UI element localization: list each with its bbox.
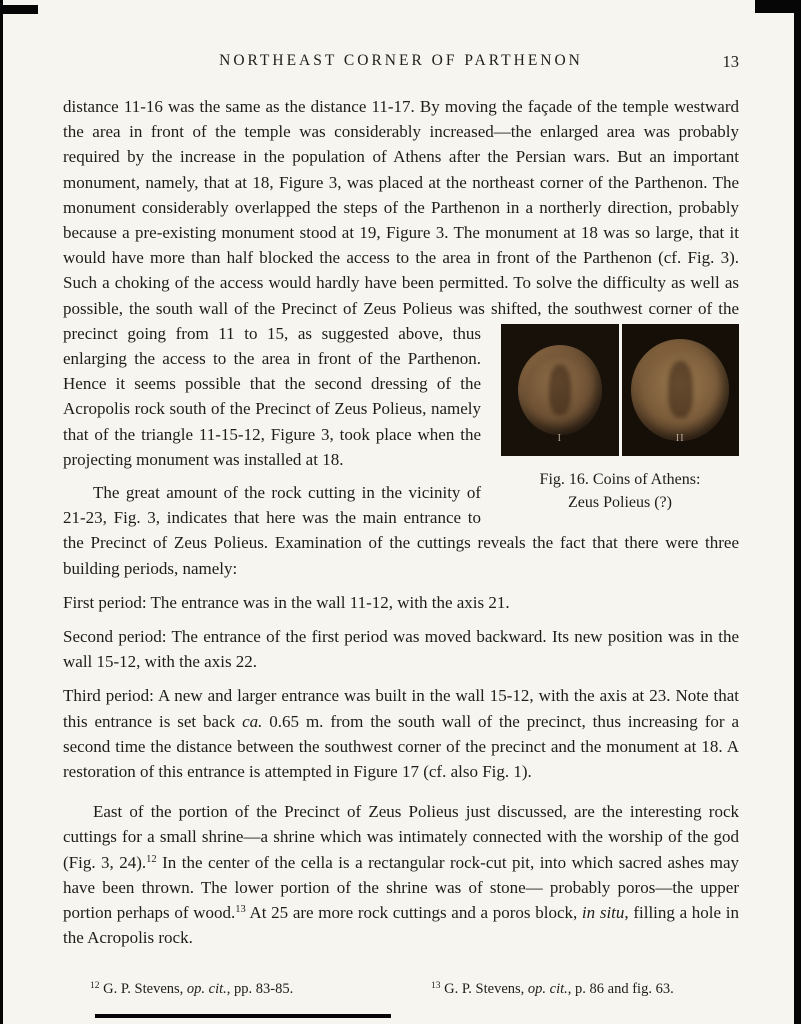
page-content <box>63 52 739 999</box>
figure-caption-line2: Zeus Polieus (?) <box>568 493 672 511</box>
paragraph-second-period: Second period: The entrance of the first period was moved backward. Its new position was in the wall 15-12, with the axis 22. <box>63 627 739 672</box>
footnote-12-italic: op. cit. <box>186 980 227 997</box>
coin-label-left: I <box>557 432 562 444</box>
scan-mark-top-right <box>755 0 801 13</box>
third-period-italic-ca: ca. <box>242 711 263 731</box>
footnote-reference-12: 12 <box>146 853 157 865</box>
paragraph-first-period: First period: The entrance was in the wall 11-12, with the axis 21. <box>63 592 510 612</box>
footnote-12-text-2: , pp. 83-85. <box>226 980 294 997</box>
coin-photos <box>501 324 739 456</box>
footnote-12-text-1: G. P. Stevens, <box>99 980 187 997</box>
paragraph-4 <box>63 799 739 950</box>
footnote-12 <box>63 979 431 999</box>
coin-photo-left <box>501 324 619 456</box>
paragraph-4-text-1: East of the portion of the Precinct of Zeus Polieus just discussed, are the interesting rock cuttings for a small shrine—a shrine which was intimately connected with the worship of the god (Fig. 3, 24). <box>63 802 739 872</box>
coin-relief-right <box>668 361 693 418</box>
scan-mark-top-left <box>0 5 38 14</box>
third-period-text-1: Third period: A new and larger entrance was built in the wall 15-12, with the axis at 23. Note that this entrance is set back <box>63 686 739 731</box>
body-text <box>63 94 739 999</box>
footnote-12-marker: 12 <box>90 980 100 991</box>
scan-edge-right <box>794 0 801 1024</box>
figure-caption <box>501 468 739 514</box>
paragraph-4-text-3: At 25 are more rock cuttings and a poros block, <box>245 903 582 923</box>
third-period-text-2: 0.65 m. from the south wall of the precinct, thus increasing for a second time the distance between the southwest corner of the precinct and the monument at 18. A restoration of this entrance is attempted in Figure 17 (cf. also Fig. 1). <box>63 711 739 782</box>
paragraph-third-period <box>63 683 739 784</box>
coin-image-left <box>518 345 602 435</box>
paragraph-1-text-after: thus enlarging the access to the area in front of the Parthenon. Hence it seems possible that the second dressing of the Acropolis rock south of the Precinct of Zeus Polieus, namely that of the triangle 11-15-12, Figure 3, took place when the projecting monument was installed at 18. <box>63 323 481 469</box>
coin-photo-right <box>622 324 740 456</box>
paragraph-1-text-before: distance 11-16 was the same as the distance 11-17. By moving the façade of the temple westward the area in front of the temple was considerably increased—the enlarged area was probably required by the increase in the population of Athens after the Persian wars. But an important monument, namely, that at 18, Figure 3, was placed at the northeast corner of the Parthenon. The monument considerably overlapped the steps of the Parthenon in a northerly direction, probably because a pre-existing monument stood at 19, Figure 3. The monument at 18 was so large, that it would have more than half blocked the access to the area in front of the Parthenon (cf. Fig. 3). Such a choking of the access would hardly have been permitted. To solve the difficulty as well as possible, the south wall of the Precinct of Zeus Polieus was shifted, the southwest corner of the precinct going from 11 to 15, as suggested above, <box>63 97 739 343</box>
scan-edge-left <box>0 0 3 1024</box>
page-number: 13 <box>722 52 739 71</box>
running-head-title: NORTHEAST CORNER OF PARTHENON <box>219 52 583 69</box>
paragraph-2: The great amount of the rock cutting in the vicinity of 21-23, Fig. 3, indicates that here was the main entrance to the Precinct of Zeus Polieus. Examination of the cuttings reveals the fact that there were three building periods, namely: <box>63 483 739 578</box>
figure-caption-line1: Fig. 16. Coins of Athens: <box>539 470 701 488</box>
scan-mark-bottom <box>95 1014 391 1018</box>
figure-16 <box>501 324 739 514</box>
footnote-reference-13: 13 <box>235 904 246 916</box>
paragraph-4-italic-in-situ: in situ <box>581 903 625 923</box>
running-head <box>63 52 739 70</box>
footnotes <box>63 979 739 999</box>
footnote-13-italic: op. cit. <box>527 980 568 997</box>
paragraph-4-text-2: In the center of the cella is a rectangular rock-cut pit, into which sacred ashes may have been thrown. The lower portion of the shrine was of stone— probably poros—the upper portion perhaps of wood. <box>63 852 740 923</box>
coin-relief-left <box>549 365 571 415</box>
footnote-13-text-1: G. P. Stevens, <box>440 980 528 997</box>
footnote-13-marker: 13 <box>431 980 441 991</box>
paragraph-4-text-4: , filling a hole in the Acropolis rock. <box>63 903 739 948</box>
footnote-13 <box>431 979 674 999</box>
footnote-13-text-2: , p. 86 and fig. 63. <box>567 980 674 997</box>
coin-label-right: II <box>675 432 685 444</box>
paragraph-1 <box>63 94 739 511</box>
